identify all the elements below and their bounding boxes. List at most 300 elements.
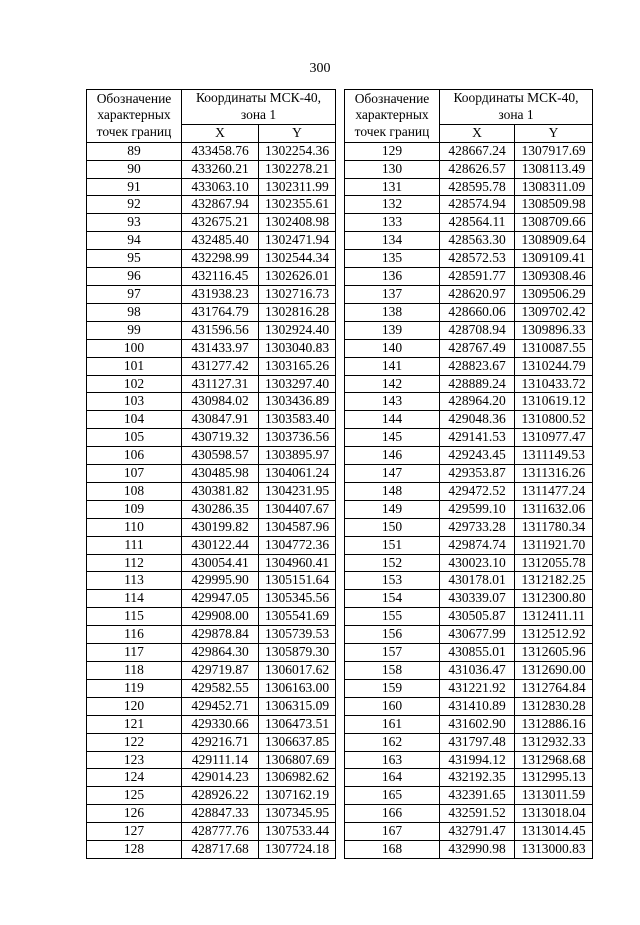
x-coordinate-cell: 432485.40	[182, 232, 259, 250]
table-row	[345, 196, 593, 214]
table-row	[87, 142, 336, 160]
y-coordinate-cell: 1306807.69	[259, 751, 336, 769]
table-row	[345, 178, 593, 196]
x-coordinate-cell: 428591.77	[440, 268, 515, 286]
point-number-cell: 95	[87, 250, 182, 268]
point-number-cell: 116	[87, 626, 182, 644]
table-row	[345, 733, 593, 751]
x-coordinate-cell: 430847.91	[182, 411, 259, 429]
table-row	[345, 357, 593, 375]
x-coordinate-cell: 432116.45	[182, 268, 259, 286]
y-coordinate-cell: 1305739.53	[259, 626, 336, 644]
y-coordinate-cell: 1308509.98	[515, 196, 593, 214]
point-number-cell: 135	[345, 250, 440, 268]
x-coordinate-cell: 431602.90	[440, 715, 515, 733]
y-coordinate-cell: 1305879.30	[259, 644, 336, 662]
y-coordinate-cell: 1312764.84	[515, 679, 593, 697]
x-coordinate-cell: 431221.92	[440, 679, 515, 697]
x-coordinate-cell: 428708.94	[440, 321, 515, 339]
point-number-cell: 101	[87, 357, 182, 375]
table-row	[87, 250, 336, 268]
y-coordinate-cell: 1303297.40	[259, 375, 336, 393]
table-row	[87, 321, 336, 339]
point-number-cell: 163	[345, 751, 440, 769]
y-coordinate-cell: 1309109.41	[515, 250, 593, 268]
point-number-cell: 148	[345, 482, 440, 500]
coordinates-header-line: зона 1	[240, 106, 277, 122]
y-coordinate-cell: 1309308.46	[515, 268, 593, 286]
point-number-cell: 167	[345, 823, 440, 841]
x-coordinate-cell: 430598.57	[182, 447, 259, 465]
table-row	[345, 250, 593, 268]
table-row	[87, 805, 336, 823]
y-coordinate-cell: 1305541.69	[259, 608, 336, 626]
designation-header	[87, 90, 182, 143]
x-coordinate-cell: 428889.24	[440, 375, 515, 393]
y-coordinate-cell: 1313014.45	[515, 823, 593, 841]
point-number-cell: 120	[87, 697, 182, 715]
x-coordinate-cell: 429908.00	[182, 608, 259, 626]
point-number-cell: 145	[345, 429, 440, 447]
y-coordinate-cell: 1308709.66	[515, 214, 593, 232]
point-number-cell: 99	[87, 321, 182, 339]
point-number-cell: 107	[87, 465, 182, 483]
x-coordinate-cell: 429141.53	[440, 429, 515, 447]
point-number-cell: 159	[345, 679, 440, 697]
point-number-cell: 136	[345, 268, 440, 286]
y-coordinate-cell: 1303165.26	[259, 357, 336, 375]
x-coordinate-cell: 429599.10	[440, 500, 515, 518]
x-coordinate-cell: 428767.49	[440, 339, 515, 357]
x-coordinate-cell: 428964.20	[440, 393, 515, 411]
designation-header-line: Обозначение	[354, 90, 430, 106]
point-number-cell: 147	[345, 465, 440, 483]
table-row	[345, 823, 593, 841]
table-row	[345, 679, 593, 697]
table-row	[87, 339, 336, 357]
table-row	[87, 196, 336, 214]
point-number-cell: 124	[87, 769, 182, 787]
point-number-cell: 131	[345, 178, 440, 196]
table-row	[87, 626, 336, 644]
x-coordinate-cell: 431938.23	[182, 285, 259, 303]
x-coordinate-cell: 428667.24	[440, 142, 515, 160]
y-coordinate-cell: 1303895.97	[259, 447, 336, 465]
point-number-cell: 94	[87, 232, 182, 250]
x-coordinate-cell: 428572.53	[440, 250, 515, 268]
x-coordinate-cell: 428717.68	[182, 841, 259, 859]
table-row	[87, 214, 336, 232]
x-coordinate-cell: 429582.55	[182, 679, 259, 697]
point-number-cell: 141	[345, 357, 440, 375]
x-header: X	[440, 124, 515, 142]
table-row	[87, 679, 336, 697]
table-row	[345, 536, 593, 554]
table-row	[345, 841, 593, 859]
point-number-cell: 168	[345, 841, 440, 859]
y-coordinate-cell: 1302924.40	[259, 321, 336, 339]
table-row	[345, 429, 593, 447]
table-row	[345, 608, 593, 626]
designation-header-line: точек границ	[96, 124, 172, 140]
y-coordinate-cell: 1311316.26	[515, 465, 593, 483]
y-coordinate-cell: 1308311.09	[515, 178, 593, 196]
table-row	[87, 429, 336, 447]
x-coordinate-cell: 428847.33	[182, 805, 259, 823]
x-coordinate-cell: 429472.52	[440, 482, 515, 500]
y-coordinate-cell: 1306315.09	[259, 697, 336, 715]
x-coordinate-cell: 430381.82	[182, 482, 259, 500]
y-coordinate-cell: 1307162.19	[259, 787, 336, 805]
y-coordinate-cell: 1313011.59	[515, 787, 593, 805]
table-row	[87, 554, 336, 572]
table-row	[345, 268, 593, 286]
table-row	[87, 733, 336, 751]
point-number-cell: 106	[87, 447, 182, 465]
table-row	[87, 608, 336, 626]
table-row	[345, 447, 593, 465]
table-row	[87, 500, 336, 518]
point-number-cell: 153	[345, 572, 440, 590]
point-number-cell: 128	[87, 841, 182, 859]
y-coordinate-cell: 1312605.96	[515, 644, 593, 662]
y-coordinate-cell: 1313018.04	[515, 805, 593, 823]
x-coordinate-cell: 432192.35	[440, 769, 515, 787]
y-coordinate-cell: 1304960.41	[259, 554, 336, 572]
x-coordinate-cell: 431127.31	[182, 375, 259, 393]
table-row	[345, 303, 593, 321]
point-number-cell: 130	[345, 160, 440, 178]
table-row	[345, 572, 593, 590]
table-row	[345, 465, 593, 483]
y-coordinate-cell: 1312411.11	[515, 608, 593, 626]
table-row	[345, 697, 593, 715]
y-coordinate-cell: 1312182.25	[515, 572, 593, 590]
point-number-cell: 140	[345, 339, 440, 357]
table-row	[345, 518, 593, 536]
x-coordinate-cell: 430505.87	[440, 608, 515, 626]
point-number-cell: 155	[345, 608, 440, 626]
point-number-cell: 89	[87, 142, 182, 160]
designation-header-line: характерных	[355, 107, 429, 123]
point-number-cell: 127	[87, 823, 182, 841]
table-row	[87, 751, 336, 769]
point-number-cell: 157	[345, 644, 440, 662]
point-number-cell: 164	[345, 769, 440, 787]
x-coordinate-cell: 432298.99	[182, 250, 259, 268]
point-number-cell: 110	[87, 518, 182, 536]
y-coordinate-cell: 1312690.00	[515, 662, 593, 680]
y-coordinate-cell: 1312055.78	[515, 554, 593, 572]
y-coordinate-cell: 1310087.55	[515, 339, 593, 357]
x-coordinate-cell: 431764.79	[182, 303, 259, 321]
y-coordinate-cell: 1303436.89	[259, 393, 336, 411]
table-row	[87, 823, 336, 841]
x-coordinate-cell: 428626.57	[440, 160, 515, 178]
point-number-cell: 129	[345, 142, 440, 160]
table-row	[87, 841, 336, 859]
point-number-cell: 121	[87, 715, 182, 733]
table-row	[345, 160, 593, 178]
x-coordinate-cell: 430122.44	[182, 536, 259, 554]
y-coordinate-cell: 1311780.34	[515, 518, 593, 536]
x-coordinate-cell: 428574.94	[440, 196, 515, 214]
y-coordinate-cell: 1310800.52	[515, 411, 593, 429]
table-row	[345, 232, 593, 250]
x-coordinate-cell: 432675.21	[182, 214, 259, 232]
point-number-cell: 117	[87, 644, 182, 662]
y-coordinate-cell: 1310433.72	[515, 375, 593, 393]
y-coordinate-cell: 1311921.70	[515, 536, 593, 554]
table-row	[87, 375, 336, 393]
y-coordinate-cell: 1313000.83	[515, 841, 593, 859]
y-coordinate-cell: 1305345.56	[259, 590, 336, 608]
point-number-cell: 138	[345, 303, 440, 321]
point-number-cell: 134	[345, 232, 440, 250]
x-coordinate-cell: 429452.71	[182, 697, 259, 715]
y-coordinate-cell: 1302278.21	[259, 160, 336, 178]
y-coordinate-cell: 1302816.28	[259, 303, 336, 321]
y-coordinate-cell: 1312932.33	[515, 733, 593, 751]
table-row	[87, 482, 336, 500]
point-number-cell: 149	[345, 500, 440, 518]
y-coordinate-cell: 1310619.12	[515, 393, 593, 411]
x-coordinate-cell: 428595.78	[440, 178, 515, 196]
y-coordinate-cell: 1304772.36	[259, 536, 336, 554]
x-coordinate-cell: 428777.76	[182, 823, 259, 841]
point-number-cell: 166	[345, 805, 440, 823]
x-coordinate-cell: 431036.47	[440, 662, 515, 680]
y-coordinate-cell: 1306637.85	[259, 733, 336, 751]
x-header: X	[182, 124, 259, 142]
table-row	[345, 715, 593, 733]
x-coordinate-cell: 433260.21	[182, 160, 259, 178]
y-coordinate-cell: 1304061.24	[259, 465, 336, 483]
y-coordinate-cell: 1304231.95	[259, 482, 336, 500]
point-number-cell: 139	[345, 321, 440, 339]
y-coordinate-cell: 1309702.42	[515, 303, 593, 321]
y-header: Y	[515, 124, 593, 142]
coordinates-header	[440, 90, 593, 125]
designation-header-line: характерных	[97, 107, 171, 123]
point-number-cell: 162	[345, 733, 440, 751]
point-number-cell: 109	[87, 500, 182, 518]
x-coordinate-cell: 430855.01	[440, 644, 515, 662]
table-row	[345, 590, 593, 608]
y-coordinate-cell: 1312300.80	[515, 590, 593, 608]
table-row	[87, 160, 336, 178]
y-coordinate-cell: 1310244.79	[515, 357, 593, 375]
point-number-cell: 108	[87, 482, 182, 500]
y-coordinate-cell: 1302471.94	[259, 232, 336, 250]
table-row	[345, 644, 593, 662]
point-number-cell: 90	[87, 160, 182, 178]
y-coordinate-cell: 1307345.95	[259, 805, 336, 823]
table-row	[87, 303, 336, 321]
point-number-cell: 103	[87, 393, 182, 411]
designation-header	[345, 90, 440, 143]
x-coordinate-cell: 431797.48	[440, 733, 515, 751]
x-coordinate-cell: 430485.98	[182, 465, 259, 483]
y-coordinate-cell: 1302254.36	[259, 142, 336, 160]
coordinates-header	[182, 90, 336, 125]
table-row	[345, 662, 593, 680]
table-row	[87, 357, 336, 375]
point-number-cell: 114	[87, 590, 182, 608]
point-number-cell: 105	[87, 429, 182, 447]
point-number-cell: 119	[87, 679, 182, 697]
point-number-cell: 150	[345, 518, 440, 536]
x-coordinate-cell: 430286.35	[182, 500, 259, 518]
point-number-cell: 112	[87, 554, 182, 572]
x-coordinate-cell: 429243.45	[440, 447, 515, 465]
x-coordinate-cell: 430199.82	[182, 518, 259, 536]
y-coordinate-cell: 1309506.29	[515, 285, 593, 303]
x-coordinate-cell: 428660.06	[440, 303, 515, 321]
y-header: Y	[259, 124, 336, 142]
x-coordinate-cell: 430719.32	[182, 429, 259, 447]
point-number-cell: 102	[87, 375, 182, 393]
y-coordinate-cell: 1306017.62	[259, 662, 336, 680]
y-coordinate-cell: 1312995.13	[515, 769, 593, 787]
point-number-cell: 137	[345, 285, 440, 303]
y-coordinate-cell: 1311149.53	[515, 447, 593, 465]
x-coordinate-cell: 432391.65	[440, 787, 515, 805]
table-row	[345, 751, 593, 769]
x-coordinate-cell: 429216.71	[182, 733, 259, 751]
y-coordinate-cell: 1302626.01	[259, 268, 336, 286]
y-coordinate-cell: 1306473.51	[259, 715, 336, 733]
x-coordinate-cell: 432791.47	[440, 823, 515, 841]
table-row	[87, 285, 336, 303]
table-row	[87, 393, 336, 411]
point-number-cell: 125	[87, 787, 182, 805]
point-number-cell: 100	[87, 339, 182, 357]
y-coordinate-cell: 1307533.44	[259, 823, 336, 841]
x-coordinate-cell: 430178.01	[440, 572, 515, 590]
x-coordinate-cell: 429111.14	[182, 751, 259, 769]
point-number-cell: 146	[345, 447, 440, 465]
coordinates-header-line: Координаты МСК-40,	[453, 90, 579, 105]
y-coordinate-cell: 1311477.24	[515, 482, 593, 500]
point-number-cell: 154	[345, 590, 440, 608]
point-number-cell: 123	[87, 751, 182, 769]
table-row	[345, 375, 593, 393]
y-coordinate-cell: 1307917.69	[515, 142, 593, 160]
x-coordinate-cell: 429874.74	[440, 536, 515, 554]
x-coordinate-cell: 429048.36	[440, 411, 515, 429]
y-coordinate-cell: 1312512.92	[515, 626, 593, 644]
coordinates-header-line: зона 1	[498, 106, 534, 122]
coordinates-table-right	[344, 89, 593, 859]
table-row	[345, 411, 593, 429]
y-coordinate-cell: 1302408.98	[259, 214, 336, 232]
y-coordinate-cell: 1302355.61	[259, 196, 336, 214]
point-number-cell: 96	[87, 268, 182, 286]
x-coordinate-cell: 432867.94	[182, 196, 259, 214]
y-coordinate-cell: 1309896.33	[515, 321, 593, 339]
y-coordinate-cell: 1307724.18	[259, 841, 336, 859]
x-coordinate-cell: 432990.98	[440, 841, 515, 859]
designation-header-line: точек границ	[354, 124, 430, 140]
table-row	[345, 500, 593, 518]
x-coordinate-cell: 431994.12	[440, 751, 515, 769]
x-coordinate-cell: 432591.52	[440, 805, 515, 823]
x-coordinate-cell: 429878.84	[182, 626, 259, 644]
table-row	[87, 697, 336, 715]
y-coordinate-cell: 1305151.64	[259, 572, 336, 590]
y-coordinate-cell: 1312830.28	[515, 697, 593, 715]
point-number-cell: 111	[87, 536, 182, 554]
y-coordinate-cell: 1302544.34	[259, 250, 336, 268]
table-row	[87, 268, 336, 286]
y-coordinate-cell: 1302716.73	[259, 285, 336, 303]
y-coordinate-cell: 1302311.99	[259, 178, 336, 196]
x-coordinate-cell: 431277.42	[182, 357, 259, 375]
x-coordinate-cell: 429864.30	[182, 644, 259, 662]
x-coordinate-cell: 430677.99	[440, 626, 515, 644]
point-number-cell: 152	[345, 554, 440, 572]
y-coordinate-cell: 1306982.62	[259, 769, 336, 787]
point-number-cell: 122	[87, 733, 182, 751]
y-coordinate-cell: 1303583.40	[259, 411, 336, 429]
y-coordinate-cell: 1310977.47	[515, 429, 593, 447]
x-coordinate-cell: 428564.11	[440, 214, 515, 232]
coordinates-table-left	[86, 89, 336, 859]
table-row	[87, 590, 336, 608]
x-coordinate-cell: 430023.10	[440, 554, 515, 572]
table-row	[345, 769, 593, 787]
table-row	[345, 626, 593, 644]
table-row	[345, 142, 593, 160]
table-row	[345, 805, 593, 823]
table-row	[87, 411, 336, 429]
table-row	[87, 572, 336, 590]
table-row	[345, 285, 593, 303]
y-coordinate-cell: 1311632.06	[515, 500, 593, 518]
x-coordinate-cell: 431596.56	[182, 321, 259, 339]
table-row	[345, 339, 593, 357]
point-number-cell: 160	[345, 697, 440, 715]
x-coordinate-cell: 431433.97	[182, 339, 259, 357]
x-coordinate-cell: 428926.22	[182, 787, 259, 805]
designation-header-line: Обозначение	[96, 90, 172, 106]
table-row	[87, 465, 336, 483]
x-coordinate-cell: 433458.76	[182, 142, 259, 160]
y-coordinate-cell: 1303040.83	[259, 339, 336, 357]
x-coordinate-cell: 429995.90	[182, 572, 259, 590]
y-coordinate-cell: 1312968.68	[515, 751, 593, 769]
table-row	[87, 769, 336, 787]
table-row	[87, 662, 336, 680]
x-coordinate-cell: 428823.67	[440, 357, 515, 375]
point-number-cell: 113	[87, 572, 182, 590]
point-number-cell: 158	[345, 662, 440, 680]
point-number-cell: 143	[345, 393, 440, 411]
table-row	[87, 644, 336, 662]
table-row	[87, 536, 336, 554]
table-row	[87, 518, 336, 536]
x-coordinate-cell: 431410.89	[440, 697, 515, 715]
x-coordinate-cell: 429719.87	[182, 662, 259, 680]
page-number: 300	[309, 61, 331, 76]
x-coordinate-cell: 430339.07	[440, 590, 515, 608]
point-number-cell: 118	[87, 662, 182, 680]
table-row	[345, 393, 593, 411]
y-coordinate-cell: 1308909.64	[515, 232, 593, 250]
y-coordinate-cell: 1306163.00	[259, 679, 336, 697]
table-row	[87, 232, 336, 250]
